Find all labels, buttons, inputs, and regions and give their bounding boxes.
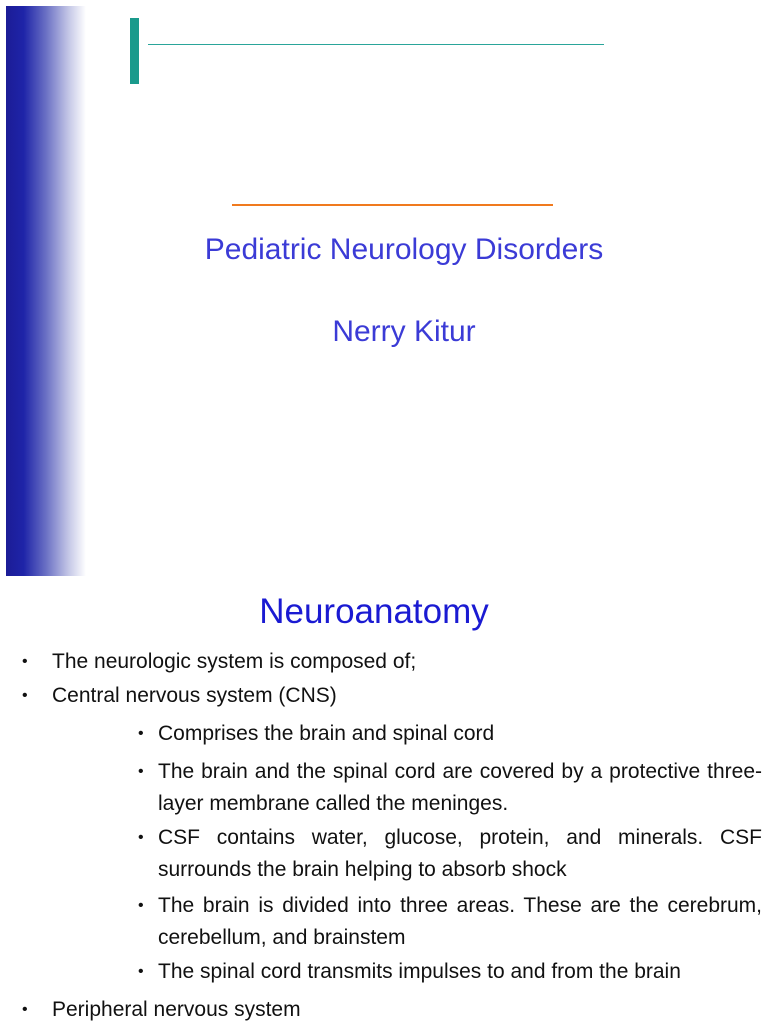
bullet-text: Central nervous system (CNS): [52, 684, 337, 707]
bullet-icon: •: [138, 897, 144, 914]
bullet-icon: •: [138, 963, 144, 980]
sub-bullet-text: The spinal cord transmits impulses to and from the brain: [158, 960, 681, 983]
bullet-text: Peripheral nervous system: [52, 998, 301, 1021]
bullet-icon: •: [22, 1001, 28, 1018]
sub-bullet-text: CSF contains water, glucose, protein, and minerals. CSF surrounds the brain helping to absorb shock: [158, 826, 762, 881]
presentation-title: Pediatric Neurology Disorders: [204, 233, 604, 266]
bullet-icon: •: [138, 763, 144, 780]
bullet-icon: •: [22, 653, 28, 670]
side-gradient-bar: [6, 6, 86, 576]
bullet-icon: •: [138, 725, 144, 742]
bullet-text: The neurologic system is composed of;: [52, 650, 417, 673]
orange-divider-line: [232, 204, 553, 206]
slide-heading: Neuroanatomy: [259, 592, 489, 631]
bullet-icon: •: [138, 829, 144, 846]
teal-divider-line: [148, 44, 604, 45]
content-slide: [0, 576, 768, 1024]
sub-bullet-text: The brain is divided into three areas. These are the cerebrum, cerebellum, and brainstem: [158, 894, 762, 949]
teal-accent-bar: [130, 18, 139, 84]
sub-bullet-text: Comprises the brain and spinal cord: [158, 722, 495, 745]
bullet-icon: •: [22, 687, 28, 704]
sub-bullet-text: The brain and the spinal cord are covered by a protective three-layer membrane called the meninges.: [158, 760, 762, 815]
presentation-author: Nerry Kitur: [332, 315, 476, 348]
